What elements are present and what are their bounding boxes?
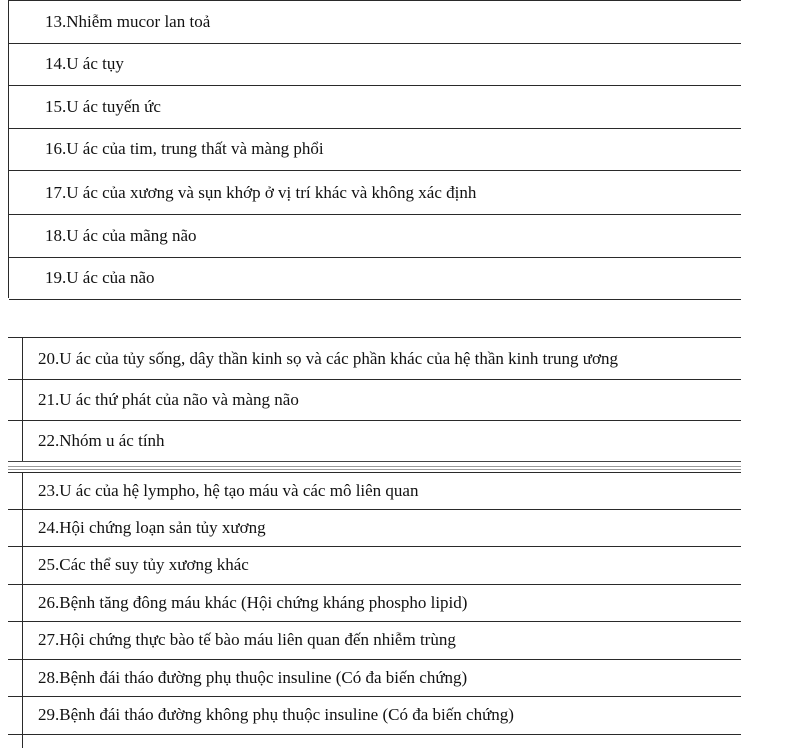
list-item: 24.Hội chứng loạn sản tủy xương <box>8 510 741 548</box>
list-item: 25.Các thể suy tủy xương khác <box>8 547 741 585</box>
list-item: 13.Nhiễm mucor lan toả <box>9 1 741 44</box>
list-item: 17.U ác của xương và sụn khớp ở vị trí khác và không xác định <box>9 171 741 215</box>
list-item: 28.Bệnh đái tháo đường phụ thuộc insuline (Có đa biến chứng) <box>8 660 741 698</box>
disease-list-table-2 <box>8 337 741 461</box>
list-item: 19.U ác của não <box>9 258 741 301</box>
list-item: 18.U ác của mãng não <box>9 215 741 258</box>
list-item: 27.Hội chứng thực bào tế bào máu liên quan đến nhiễm trùng <box>8 622 741 660</box>
list-item: 14.U ác tụy <box>9 44 741 87</box>
list-item: 29.Bệnh đái tháo đường không phụ thuộc insuline (Có đa biến chứng) <box>8 697 741 735</box>
table-left-border <box>22 472 23 748</box>
list-item: 20.U ác của tủy sống, dây thần kinh sọ và các phần khác của hệ thần kinh trung ương <box>8 337 741 380</box>
list-item: 21.U ác thứ phát của não và màng não <box>8 380 741 421</box>
disease-list-table-3 <box>8 472 741 748</box>
list-item: 16.U ác của tim, trung thất và màng phổi <box>9 129 741 172</box>
list-item: 22.Nhóm u ác tính <box>8 421 741 462</box>
table-divider <box>8 469 741 470</box>
table-left-border <box>22 337 23 461</box>
list-item: 15.U ác tuyến ức <box>9 86 741 129</box>
list-item: 26.Bệnh tăng đông máu khác (Hội chứng kháng phospho lipid) <box>8 585 741 623</box>
disease-list-table-1 <box>8 0 741 298</box>
table-divider <box>8 466 741 467</box>
list-item: 23.U ác của hệ lympho, hệ tạo máu và các mô liên quan <box>8 472 741 510</box>
